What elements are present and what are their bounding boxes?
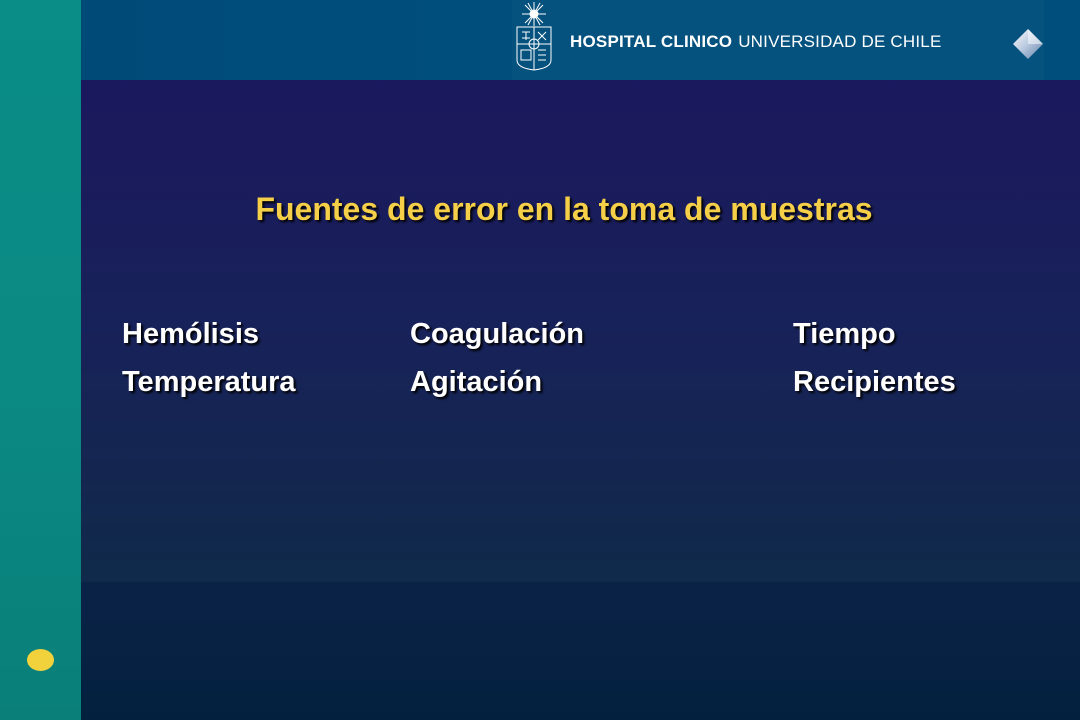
hospital-logo-text (570, 32, 942, 56)
item-recipientes: Recipientes (793, 366, 956, 398)
yellow-dot-icon (27, 649, 54, 671)
logo-text-light: UNIVERSIDAD DE CHILE (738, 32, 942, 51)
left-accent-bar (0, 0, 81, 720)
item-agitacion: Agitación (410, 366, 543, 398)
item-temperatura: Temperatura (122, 366, 296, 398)
bottom-band (81, 582, 1080, 720)
item-coagulacion: Coagulación (410, 318, 585, 350)
item-tiempo: Tiempo (793, 318, 896, 350)
university-crest-icon (514, 2, 554, 72)
logo-text-bold: HOSPITAL CLINICO (570, 32, 733, 51)
item-hemolisis: Hemólisis (122, 318, 259, 350)
diamond-logo-icon (1012, 28, 1044, 60)
slide-title: Fuentes de error en la toma de muestras (255, 191, 873, 227)
